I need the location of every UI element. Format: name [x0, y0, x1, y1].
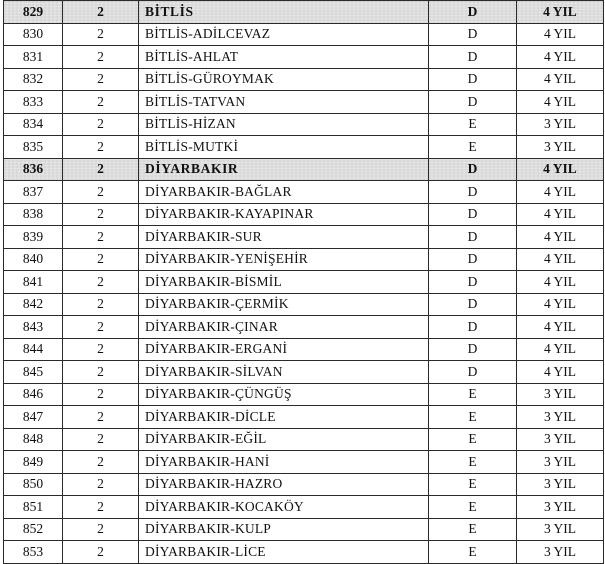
group-number: 2 — [63, 113, 139, 136]
duration: 4 YIL — [517, 248, 604, 271]
table-row — [4, 203, 604, 226]
duration: 4 YIL — [517, 23, 604, 46]
duration: 3 YIL — [517, 473, 604, 496]
row-number: 852 — [4, 518, 63, 541]
location-name: DİYARBAKIR-ERGANİ — [139, 338, 429, 361]
district-table — [3, 0, 604, 564]
row-number: 850 — [4, 473, 63, 496]
location-name: DİYARBAKIR-HANİ — [139, 451, 429, 474]
duration: 3 YIL — [517, 406, 604, 429]
group-number: 2 — [63, 68, 139, 91]
duration: 3 YIL — [517, 518, 604, 541]
duration: 4 YIL — [517, 226, 604, 249]
duration: 4 YIL — [517, 338, 604, 361]
table-row — [4, 271, 604, 294]
table-row — [4, 383, 604, 406]
class-code: E — [429, 383, 517, 406]
group-number: 2 — [63, 518, 139, 541]
class-code: E — [429, 451, 517, 474]
duration: 3 YIL — [517, 113, 604, 136]
class-code: D — [429, 226, 517, 249]
table-row — [4, 23, 604, 46]
row-number: 837 — [4, 181, 63, 204]
table-row-province — [4, 158, 604, 181]
row-number: 853 — [4, 541, 63, 564]
duration: 4 YIL — [517, 158, 604, 181]
class-code: E — [429, 428, 517, 451]
duration: 3 YIL — [517, 496, 604, 519]
class-code: E — [429, 406, 517, 429]
location-name: DİYARBAKIR-SUR — [139, 226, 429, 249]
group-number: 2 — [63, 248, 139, 271]
class-code: D — [429, 1, 517, 24]
location-name: DİYARBAKIR-EĞİL — [139, 428, 429, 451]
location-name: DİYARBAKIR-BAĞLAR — [139, 181, 429, 204]
class-code: E — [429, 496, 517, 519]
duration: 3 YIL — [517, 383, 604, 406]
class-code: E — [429, 541, 517, 564]
class-code: D — [429, 293, 517, 316]
row-number: 842 — [4, 293, 63, 316]
group-number: 2 — [63, 226, 139, 249]
row-number: 845 — [4, 361, 63, 384]
duration: 4 YIL — [517, 91, 604, 114]
location-name: DİYARBAKIR-BİSMİL — [139, 271, 429, 294]
duration: 3 YIL — [517, 136, 604, 159]
row-number: 832 — [4, 68, 63, 91]
table-row — [4, 361, 604, 384]
table-row — [4, 451, 604, 474]
group-number: 2 — [63, 293, 139, 316]
row-number: 829 — [4, 1, 63, 24]
class-code: D — [429, 23, 517, 46]
group-number: 2 — [63, 451, 139, 474]
group-number: 2 — [63, 91, 139, 114]
location-name: DİYARBAKIR-DİCLE — [139, 406, 429, 429]
row-number: 848 — [4, 428, 63, 451]
table-row-province — [4, 1, 604, 24]
row-number: 838 — [4, 203, 63, 226]
location-name: BİTLİS-TATVAN — [139, 91, 429, 114]
table-row — [4, 113, 604, 136]
group-number: 2 — [63, 406, 139, 429]
row-number: 830 — [4, 23, 63, 46]
class-code: E — [429, 473, 517, 496]
group-number: 2 — [63, 541, 139, 564]
table-row — [4, 68, 604, 91]
duration: 4 YIL — [517, 361, 604, 384]
location-name: DİYARBAKIR-KOCAKÖY — [139, 496, 429, 519]
table-row — [4, 496, 604, 519]
class-code: D — [429, 361, 517, 384]
location-name: DİYARBAKIR-ÇINAR — [139, 316, 429, 339]
class-code: D — [429, 46, 517, 69]
row-number: 840 — [4, 248, 63, 271]
location-name: DİYARBAKIR-YENİŞEHİR — [139, 248, 429, 271]
document-page — [3, 0, 603, 564]
class-code: D — [429, 338, 517, 361]
row-number: 843 — [4, 316, 63, 339]
group-number: 2 — [63, 23, 139, 46]
location-name: DİYARBAKIR-HAZRO — [139, 473, 429, 496]
table-row — [4, 248, 604, 271]
table-row — [4, 226, 604, 249]
location-name: DİYARBAKIR-KAYAPINAR — [139, 203, 429, 226]
location-name: DİYARBAKIR-LİCE — [139, 541, 429, 564]
location-name: DİYARBAKIR-ÇÜNGÜŞ — [139, 383, 429, 406]
group-number: 2 — [63, 46, 139, 69]
class-code: D — [429, 158, 517, 181]
table-row — [4, 406, 604, 429]
class-code: D — [429, 181, 517, 204]
class-code: D — [429, 248, 517, 271]
table-row — [4, 181, 604, 204]
table-row — [4, 338, 604, 361]
location-name: BİTLİS-GÜROYMAK — [139, 68, 429, 91]
row-number: 833 — [4, 91, 63, 114]
group-number: 2 — [63, 203, 139, 226]
duration: 4 YIL — [517, 316, 604, 339]
location-name: DİYARBAKIR-SİLVAN — [139, 361, 429, 384]
class-code: D — [429, 203, 517, 226]
class-code: E — [429, 136, 517, 159]
group-number: 2 — [63, 136, 139, 159]
location-name: BİTLİS-HİZAN — [139, 113, 429, 136]
group-number: 2 — [63, 1, 139, 24]
table-row — [4, 136, 604, 159]
location-name: DİYARBAKIR — [139, 158, 429, 181]
group-number: 2 — [63, 316, 139, 339]
group-number: 2 — [63, 383, 139, 406]
table-row — [4, 293, 604, 316]
row-number: 846 — [4, 383, 63, 406]
row-number: 831 — [4, 46, 63, 69]
row-number: 851 — [4, 496, 63, 519]
row-number: 835 — [4, 136, 63, 159]
class-code: D — [429, 91, 517, 114]
group-number: 2 — [63, 496, 139, 519]
row-number: 847 — [4, 406, 63, 429]
table-body — [4, 1, 604, 564]
table-row — [4, 46, 604, 69]
location-name: DİYARBAKIR-KULP — [139, 518, 429, 541]
class-code: D — [429, 316, 517, 339]
table-row — [4, 428, 604, 451]
duration: 3 YIL — [517, 451, 604, 474]
group-number: 2 — [63, 338, 139, 361]
duration: 4 YIL — [517, 1, 604, 24]
duration: 4 YIL — [517, 293, 604, 316]
row-number: 834 — [4, 113, 63, 136]
row-number: 839 — [4, 226, 63, 249]
duration: 4 YIL — [517, 203, 604, 226]
location-name: BİTLİS-ADİLCEVAZ — [139, 23, 429, 46]
location-name: DİYARBAKIR-ÇERMİK — [139, 293, 429, 316]
table-row — [4, 518, 604, 541]
duration: 4 YIL — [517, 46, 604, 69]
group-number: 2 — [63, 158, 139, 181]
table-row — [4, 541, 604, 564]
table-row — [4, 316, 604, 339]
duration: 4 YIL — [517, 68, 604, 91]
duration: 3 YIL — [517, 428, 604, 451]
duration: 4 YIL — [517, 271, 604, 294]
group-number: 2 — [63, 271, 139, 294]
row-number: 844 — [4, 338, 63, 361]
table-row — [4, 91, 604, 114]
duration: 3 YIL — [517, 541, 604, 564]
table-row — [4, 473, 604, 496]
class-code: D — [429, 271, 517, 294]
group-number: 2 — [63, 428, 139, 451]
location-name: BİTLİS-AHLAT — [139, 46, 429, 69]
location-name: BİTLİS-MUTKİ — [139, 136, 429, 159]
duration: 4 YIL — [517, 181, 604, 204]
row-number: 836 — [4, 158, 63, 181]
group-number: 2 — [63, 181, 139, 204]
class-code: D — [429, 68, 517, 91]
class-code: E — [429, 518, 517, 541]
row-number: 841 — [4, 271, 63, 294]
group-number: 2 — [63, 473, 139, 496]
class-code: E — [429, 113, 517, 136]
location-name: BİTLİS — [139, 1, 429, 24]
row-number: 849 — [4, 451, 63, 474]
group-number: 2 — [63, 361, 139, 384]
